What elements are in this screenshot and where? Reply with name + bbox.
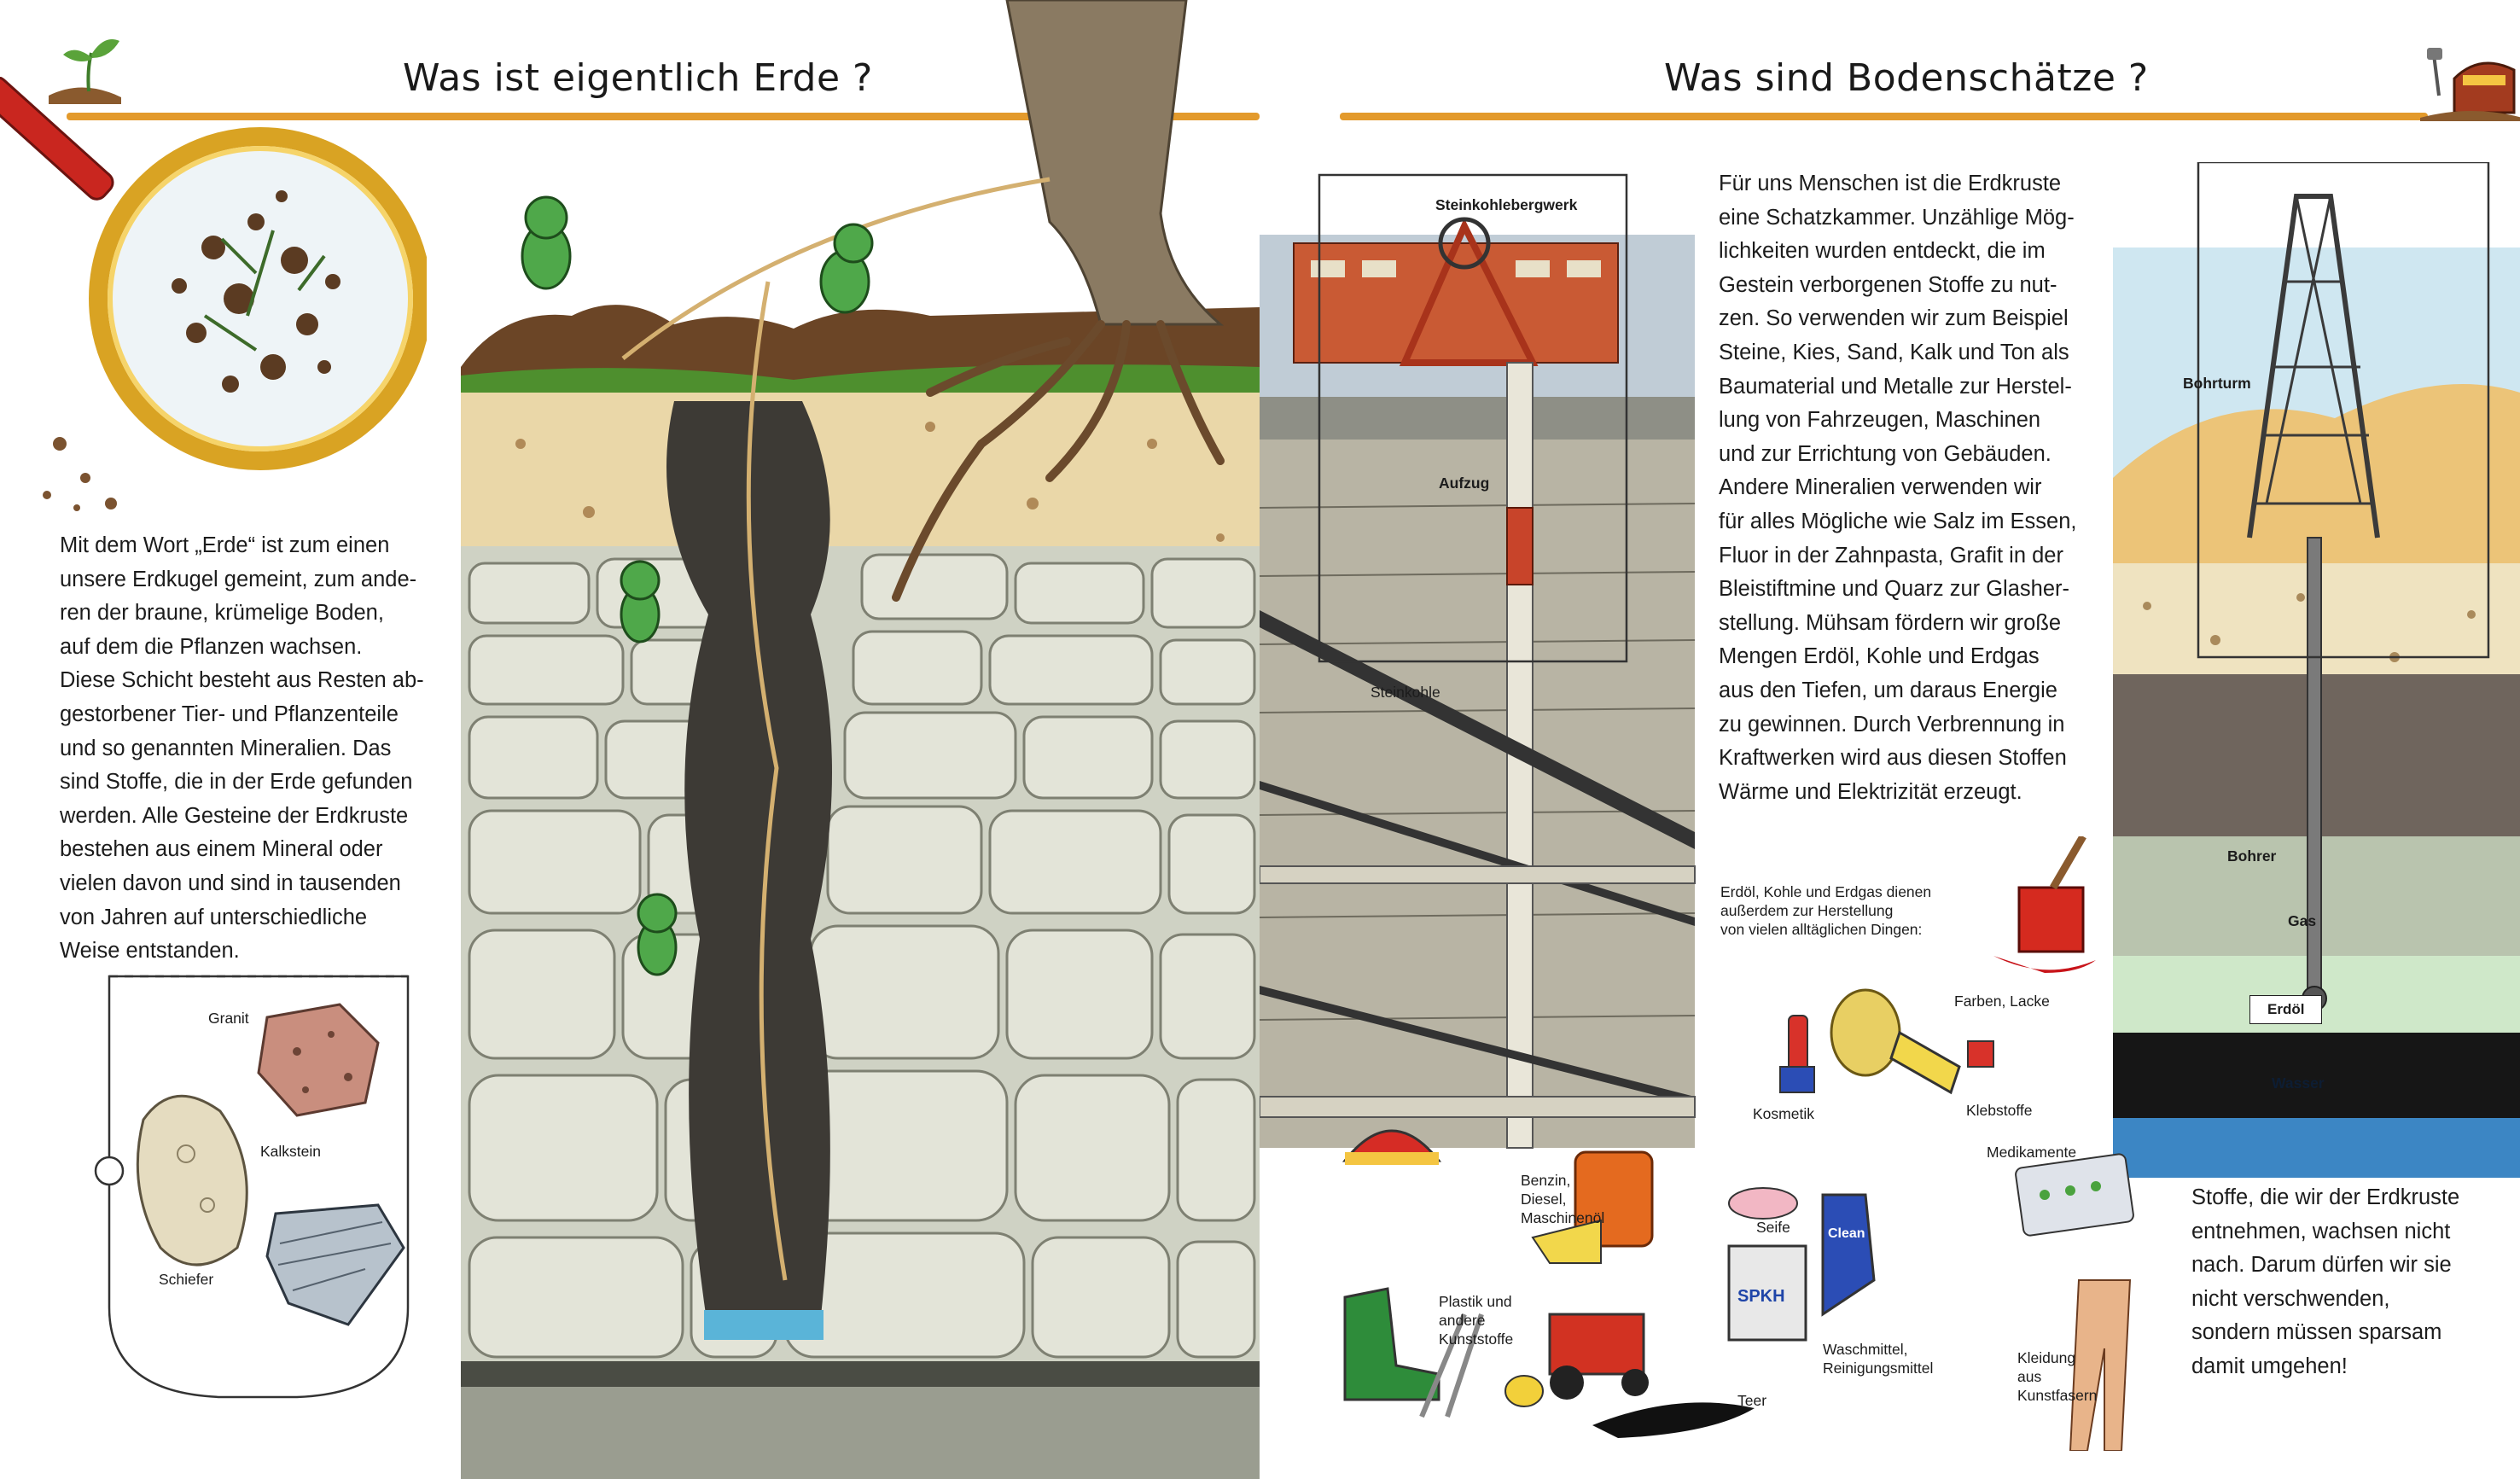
cleaner-brand-text: Clean (1828, 1226, 1865, 1241)
soil-cross-section-illustration (452, 0, 1260, 1479)
medicine-label: Medikamente (1987, 1144, 2077, 1161)
right-intro-text: Für uns Menschen ist die Erdkruste eine Schatzkammer. Unzählige Mög- lichkeiten wurden entdeckt, die im Gestein verborgenen Stoffe zu nut- zen. So verwenden wir zum Beispiel Steine, Kies, Sand, Kalk und Ton als Baumaterial und Metalle zur Herstel- lung von Fahrzeugen, Maschinen und zur Errichtung von Gebäuden. Andere Mineralien verwenden wir für alles Mögliche wie Salz im Essen, Fluor in der Zahnpasta, Grafit in der Bleistiftmine und Quarz zur Glasher- stellung. Mühsam fördern wir große Mengen Erdöl, Kohle und Erdgas aus den Tiefen, um daraus Energie zu gewinnen. Durch Verbrennung in Kraftwerken wird aus diesen Stoffen Wärme und Elektrizität erzeugt. (1719, 172, 2077, 804)
oil-well-illustration (2113, 162, 2520, 1178)
left-body-text: Mit dem Wort „Erde“ ist zum einen unsere Erdkugel gemeint, zum ande- ren der braune, krümelige Boden, auf dem die Pflanzen wachsen. Diese Schicht besteht aus Resten ab- gestorbener Tier- und Pflanzenteile und so genannten Mineralien. Das sind Stoffe, die in der Erde gefunden werden. Alle Gesteine der Erdkruste bestehen aus einem Mineral oder vielen davon und sind in tausenden von Jahren auf unterschiedliche Weise entstanden. (60, 533, 424, 964)
fuel-label: Benzin, Diesel, Maschinenöl (1521, 1172, 1605, 1226)
mine-title-label: Steinkohlebergwerk (1435, 196, 1578, 213)
rock-sample-card (92, 966, 425, 1410)
tar-label: Teer (1737, 1392, 1767, 1409)
elevator-label: Aufzug (1439, 475, 1490, 492)
treasure-chest-icon (2420, 44, 2520, 121)
coal-label: Steinkohle (1371, 684, 1440, 701)
plastics-label: Plastik und andere Kunststoffe (1439, 1293, 1514, 1348)
right-page (1260, 0, 2520, 1479)
magnifier-soil-illustration (0, 77, 427, 521)
limestone-label: Kalkstein (260, 1143, 322, 1160)
products-intro-text: Erdöl, Kohle und Erdgas dienen außerdem zur Herstellung von vielen alltäglichen Dingen: (1720, 883, 1932, 938)
detergent-brand-text: SPKH (1737, 1287, 1785, 1306)
soap-label: Seife (1756, 1219, 1790, 1236)
right-title-bar (1340, 113, 2428, 120)
left-page-title: Was ist eigentlich Erde ? (403, 56, 873, 100)
water-label: Wasser (2272, 1074, 2325, 1092)
right-page-title: Was sind Bodenschätze ? (1664, 56, 2149, 100)
granite-label: Granit (208, 1010, 249, 1027)
oil-tower-label: Bohrturm (2183, 375, 2251, 392)
detergent-label: Waschmittel, Reinigungsmittel (1823, 1341, 1934, 1377)
gas-label: Gas (2288, 912, 2317, 929)
clothing-label: Kleidung aus Kunstfasern (2017, 1349, 2098, 1404)
slate-label: Schiefer (159, 1271, 214, 1288)
cosmetics-label: Kosmetik (1753, 1105, 1814, 1122)
right-outro-text: Stoffe, die wir der Erdkruste entnehmen, wachsen nicht nach. Darum dürfen wir sie nicht verschwenden, sondern müssen sparsam damit umgehen! (2191, 1185, 2460, 1378)
oil-label: Erdöl (2249, 995, 2322, 1024)
paints-label: Farben, Lacke (1954, 993, 2050, 1010)
glue-label: Klebstoffe (1966, 1102, 2033, 1119)
drill-label: Bohrer (2227, 847, 2277, 865)
